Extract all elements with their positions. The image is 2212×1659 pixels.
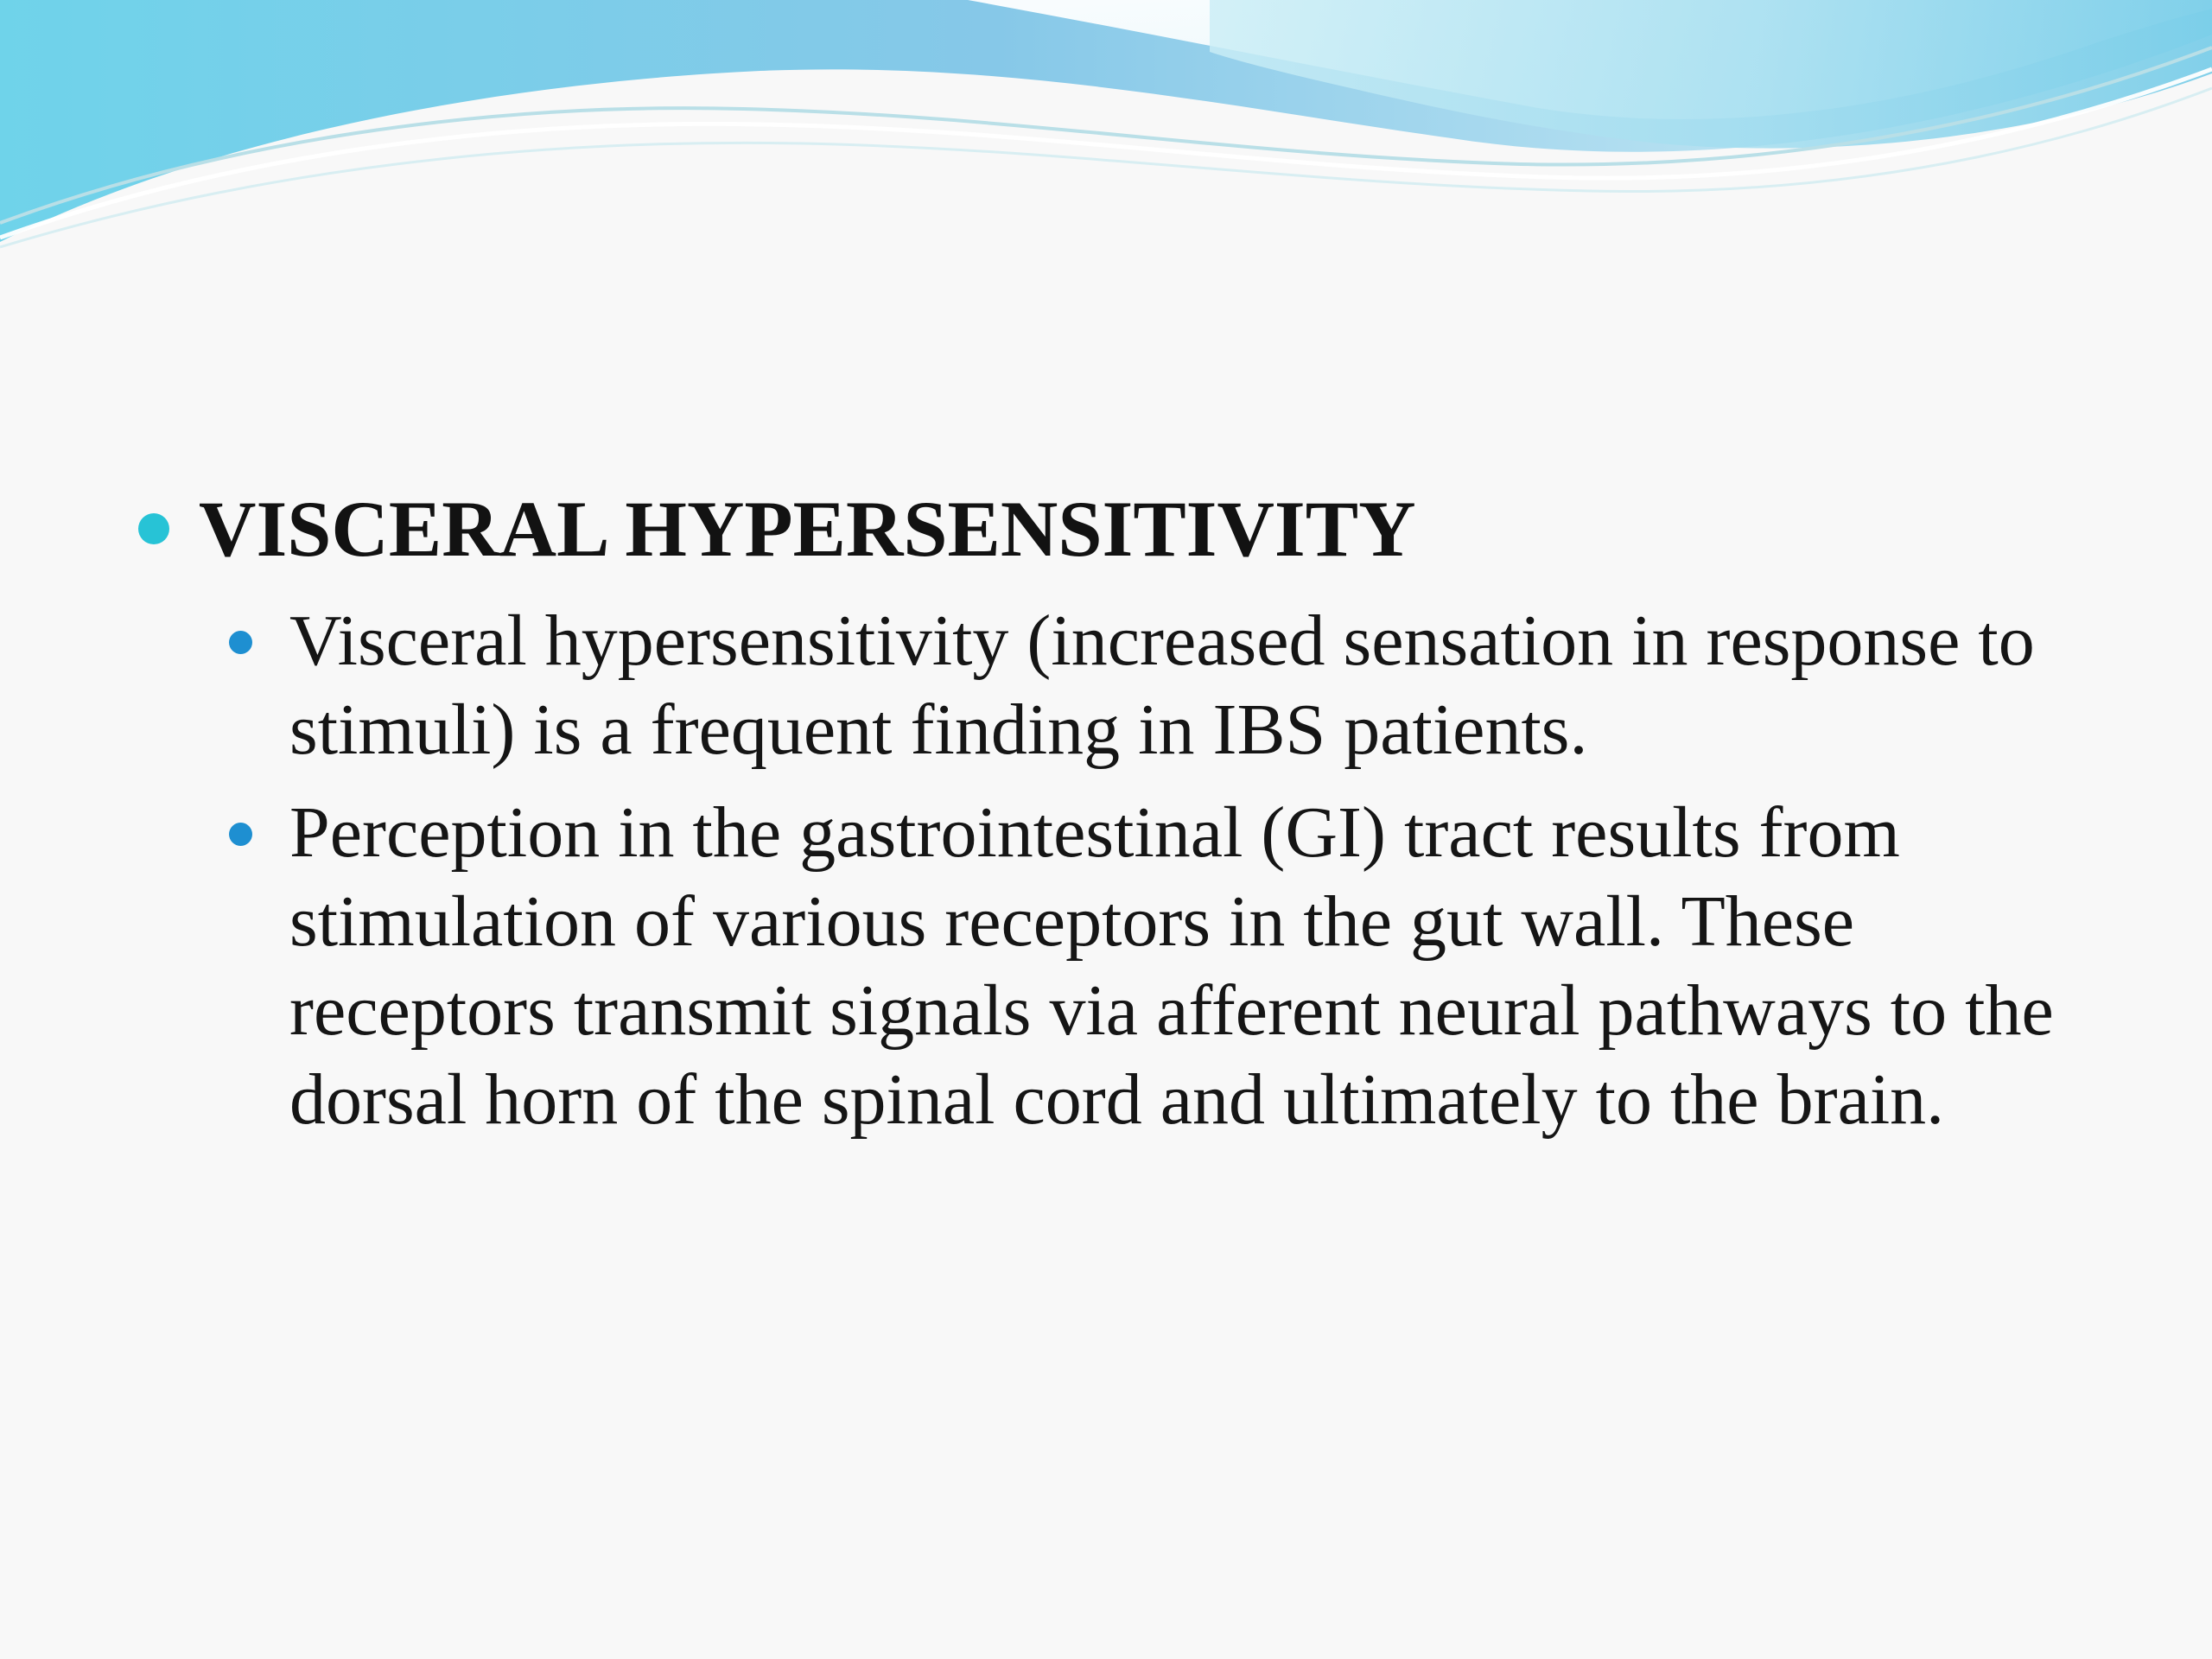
sub-bullet-icon [229,823,252,846]
slide-heading: VISCERAL HYPERSENSITIVITY [199,485,1416,573]
bullet-text-2: Perception in the gastrointestinal (GI) tract results from stimulation of various receptors in the gut wall. These receptors transmit signals via afferent neural pathways to the dorsal horn of the spinal cord and ultimately to the brain. [289,792,2054,1140]
bullet-text-1: Visceral hypersensitivity (increased sensation in response to stimuli) is a frequent finding in IBS patients. [289,601,2035,770]
heading-bullet-icon [138,513,169,544]
sub-bullet-icon [229,631,252,654]
